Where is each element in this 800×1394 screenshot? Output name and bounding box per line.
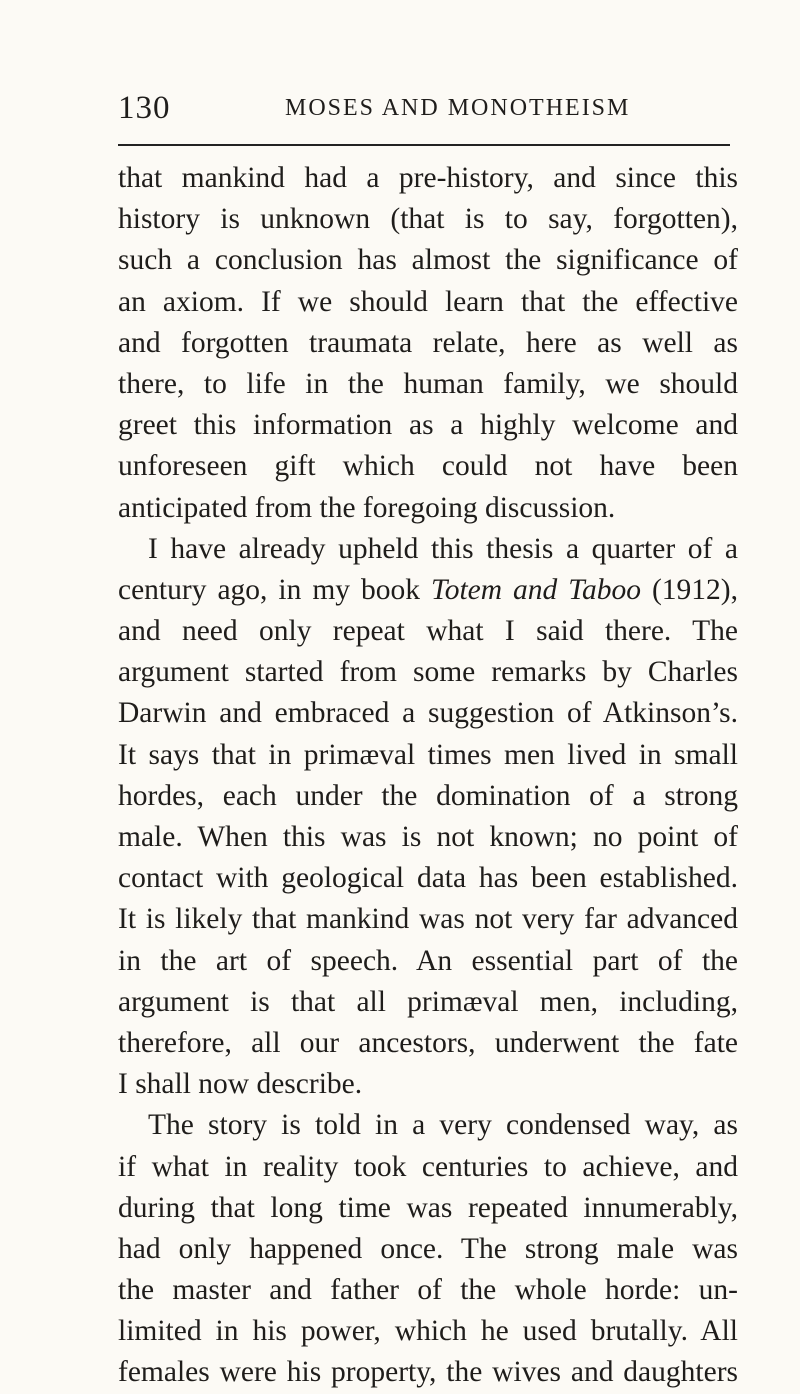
text-line: therefore, all our ancestors, underwent the fate [118, 1026, 738, 1059]
text-line: if what in reality took centuries to achieve, and [118, 1150, 738, 1183]
page-number: 130 [118, 90, 171, 126]
text-line: history is unknown (that is to say, forgotten), [118, 203, 738, 236]
text-span: century ago, in my book [118, 573, 431, 606]
text-line: Darwin and embraced a suggestion of Atkinson’s. [118, 697, 738, 730]
text-line: females were his property, the wives and daughters [118, 1356, 738, 1389]
running-title: MOSES AND MONOTHEISM [285, 95, 631, 121]
text-line: there, to life in the human family, we should [118, 367, 738, 400]
text-line: the master and father of the whole horde: un- [118, 1274, 738, 1307]
text-line: It says that in primæval times men lived in small [118, 738, 738, 771]
text-line: and need only repeat what I said there. The [118, 615, 738, 648]
text-line: argument is that all primæval men, including, [118, 985, 738, 1018]
text-line: argument started from some remarks by Charles [118, 656, 738, 689]
text-line [118, 570, 738, 611]
text-line: had only happened once. The strong male was [118, 1232, 738, 1265]
text-line: during that long time was repeated innumerably, [118, 1191, 738, 1224]
text-line: It is likely that mankind was not very far advanced [118, 903, 738, 936]
text-line: male. When this was is not known; no point of [118, 821, 738, 853]
body-text [118, 158, 738, 1394]
text-line: I have already upheld this thesis a quarter of a [148, 532, 738, 565]
text-line: and forgotten traumata relate, here as well as [118, 326, 738, 359]
text-line: anticipated from the foregoing discussion. [118, 491, 616, 524]
text-line: unforeseen gift which could not have been [118, 450, 738, 483]
book-title: Totem and Taboo [431, 573, 641, 606]
text-line: in the art of speech. An essential part of the [118, 944, 738, 977]
text-line: hordes, each under the domination of a strong [118, 779, 738, 812]
header-rule [118, 144, 730, 146]
running-head [118, 88, 732, 128]
text-line: an axiom. If we should learn that the effective [118, 285, 738, 318]
text-line: contact with geological data has been established. [118, 862, 738, 895]
text-line: such a conclusion has almost the significance of [118, 244, 738, 277]
text-line: greet this information as a highly welcome and [118, 409, 738, 442]
text-span: (1912), [640, 573, 738, 606]
text-line: that mankind had a pre-history, and since this [118, 162, 738, 194]
text-line: The story is told in a very condensed way, as [148, 1109, 738, 1142]
text-line: limited in his power, which he used brutally. All [118, 1315, 738, 1348]
text-line: I shall now describe. [118, 1068, 363, 1101]
